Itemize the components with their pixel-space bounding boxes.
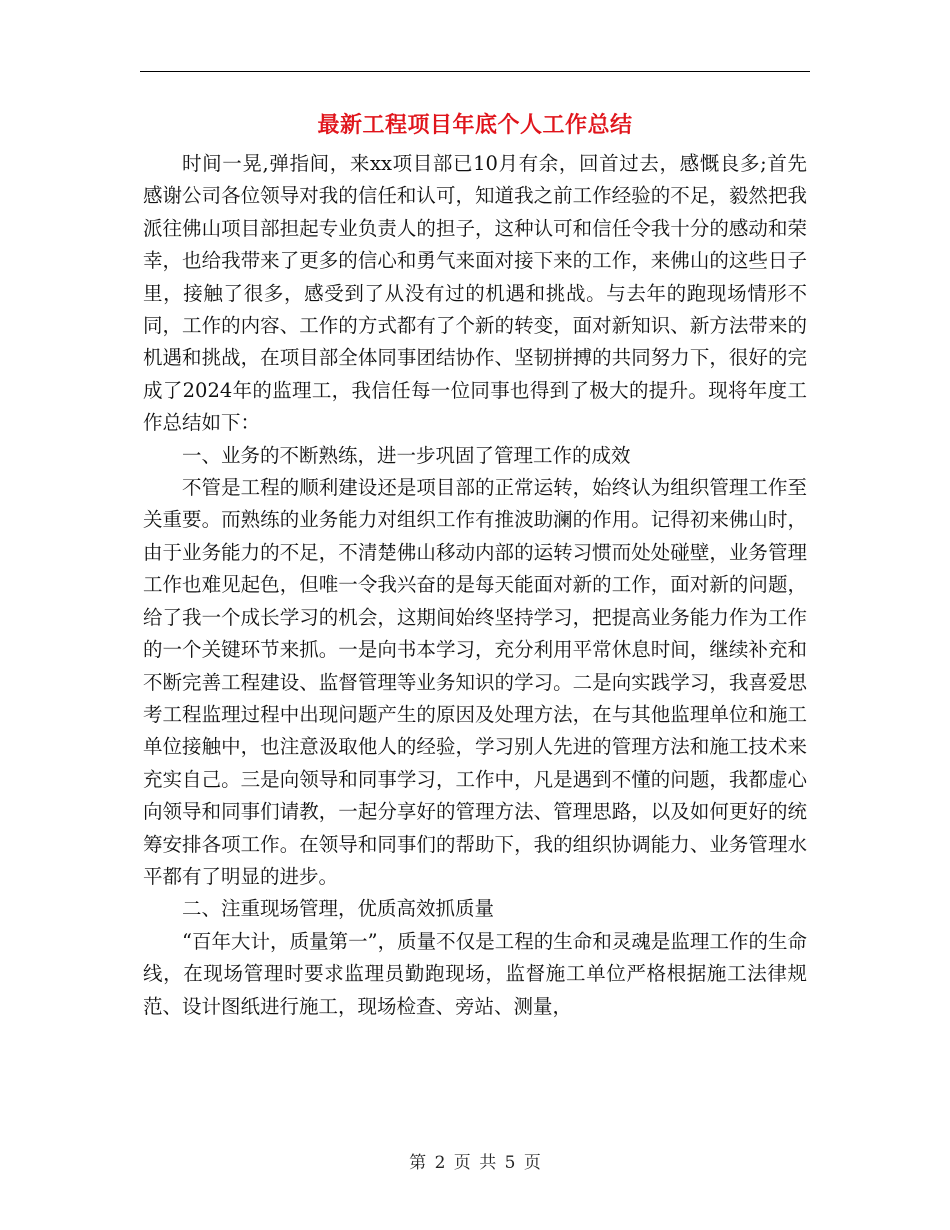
paragraph-section-1: 不管是工程的顺利建设还是项目部的正常运转，始终认为组织管理工作至关重要。而熟练的业务能力对组织工作有推波助澜的作用。记得初来佛山时，由于业务能力的不足，不清楚佛山移动内部的运转习惯而处处碰壁，业务管理工作也难见起色，但唯一令我兴奋的是每天能面对新的工作，面对新的问题，给了我一个成长学习的机会，这期间始终坚持学习，把提高业务能力作为工作的一个关键环节来抓。一是向书本学习，充分利用平常休息时间，继续补充和不断完善工程建设、监督管理等业务知识的学习。二是向实践学习，我喜爱思考工程监理过程中出现问题产生的原因及处理方法，在与其他监理单位和施工单位接触中，也注意汲取他人的经验，学习别人先进的管理方法和施工技术来充实自己。三是向领导和同事学习，工作中，凡是遇到不懂的问题，我都虚心向领导和同事们请教，一起分享好的管理方法、管理思路，以及如何更好的统筹安排各项工作。在领导和同事们的帮助下，我的组织协调能力、业务管理水平都有了明显的进步。 — [143, 476, 807, 888]
section-heading-2: 二、注重现场管理，优质高效抓质量 — [182, 897, 495, 921]
page-number: 第 2 页 共 5 页 — [409, 1153, 541, 1173]
section-heading-1: 一、业务的不断熟练，进一步巩固了管理工作的成效 — [182, 443, 631, 467]
document-title: 最新工程项目年底个人工作总结 — [317, 112, 633, 138]
paragraph-intro: 时间一晃,弹指间，来xx项目部已10月有余，回首过去，感慨良多;首先感谢公司各位领导对我的信任和认可，知道我之前工作经验的不足，毅然把我派往佛山项目部担起专业负责人的担子，这种认可和信任令我十分的感动和荣幸，也给我带来了更多的信心和勇气来面对接下来的工作，来佛山的这些日子里，接触了很多，感受到了从没有过的机遇和挑战。与去年的跑现场情形不同，工作的内容、工作的方式都有了个新的转变，面对新知识、新方法带来的机遇和挑战，在项目部全体同事团结协作、坚韧拼搏的共同努力下，很好的完成了2024年的监理工，我信任每一位同事也得到了极大的提升。现将年度工作总结如下： — [143, 152, 807, 435]
paragraph-section-2: “百年大计，质量第一”，质量不仅是工程的生命和灵魂是监理工作的生命线，在现场管理时要求监理员勤跑现场，监督施工单位严格根据施工法律规范、设计图纸进行施工，现场检查、旁站、测量， — [143, 929, 807, 1018]
header-rule — [140, 71, 810, 72]
document-body — [143, 148, 807, 1023]
